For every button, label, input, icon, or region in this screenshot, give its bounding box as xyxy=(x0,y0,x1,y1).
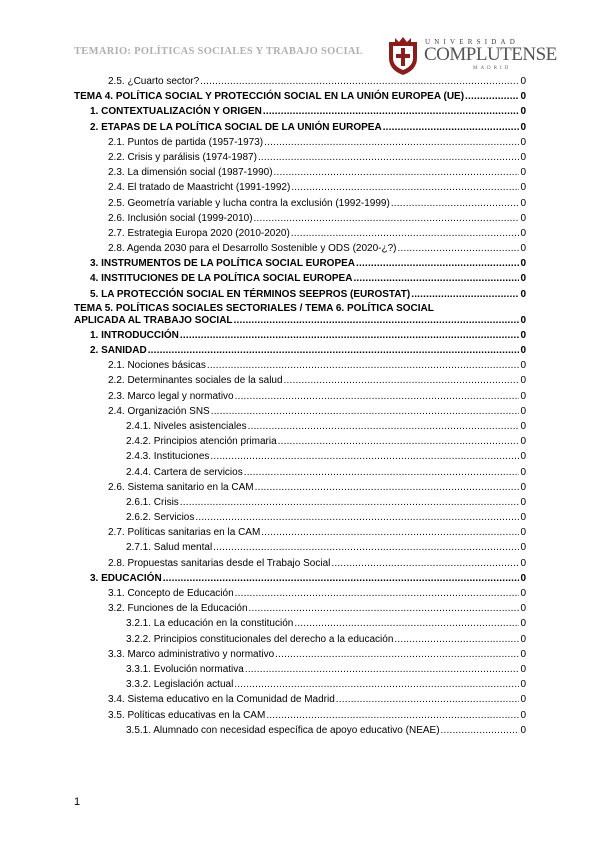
toc-entry-title: 4. INSTITUCIONES DE LA POLÍTICA SOCIAL EUROPEA xyxy=(90,273,353,285)
toc-entry-page: 0 xyxy=(520,709,526,721)
toc-entry[interactable] xyxy=(74,373,526,388)
toc-entry-title: 2.1. Nociones básicas xyxy=(108,360,206,372)
toc-entry-title: 2.3. Marco legal y normativo xyxy=(108,390,234,402)
toc-entry[interactable] xyxy=(74,662,526,677)
toc-entry[interactable] xyxy=(74,692,526,707)
logo-bottom-text: MADRID xyxy=(473,66,512,71)
toc-entry-title: 2. ETAPAS DE LA POLÍTICA SOCIAL DE LA UNIÓN EUROPEA xyxy=(90,121,382,133)
toc-entry[interactable] xyxy=(74,343,526,358)
toc-entry-page: 0 xyxy=(520,603,526,615)
toc-entry-title: 2.8. Propuestas sanitarias desde el Trabajo Social xyxy=(108,557,331,569)
toc-entry-page: 0 xyxy=(520,288,526,300)
toc-entry-page: 0 xyxy=(520,197,526,209)
toc-entry-title: 3.3.2. Legislación actual xyxy=(126,679,234,691)
toc-entry[interactable] xyxy=(74,510,526,525)
toc-entry-page: 0 xyxy=(520,451,526,463)
toc-entry-page: 0 xyxy=(520,618,526,630)
toc-entry[interactable] xyxy=(74,480,526,495)
university-logo xyxy=(385,36,557,76)
toc-entry-title: 2.4. El tratado de Maastricht (1991-1992) xyxy=(108,182,291,194)
toc-entry[interactable] xyxy=(74,616,526,631)
toc-entry-title: 2.6. Sistema sanitario en la CAM xyxy=(108,481,254,493)
toc-entry-title: TEMA 4. POLÍTICA SOCIAL Y PROTECCIÓN SOCIAL EN LA UNIÓN EUROPEA (UE) xyxy=(74,91,465,103)
toc-entry[interactable] xyxy=(74,226,526,241)
toc-entry-title: 1. CONTEXTUALIZACIÓN Y ORIGEN xyxy=(90,106,262,118)
toc-entry-title: 3.2.1. La educación en la constitución xyxy=(126,618,294,630)
toc-entry-title: 2.2. Crisis y parálisis (1974-1987) xyxy=(108,151,257,163)
toc-entry-title: 2.7.1. Salud mental xyxy=(126,542,213,554)
toc-entry-title-line1: TEMA 5. POLÍTICAS SOCIALES SECTORIALES / TEMA 6. POLÍTICA SOCIAL xyxy=(74,302,434,314)
toc-entry-title: 2.4.2. Principios atención primaria xyxy=(126,436,277,448)
toc-entry-title: 2.6.2. Servicios xyxy=(126,512,195,524)
toc-entry[interactable] xyxy=(74,404,526,419)
toc-entry-page: 0 xyxy=(520,91,526,103)
toc-entry-title: 3.1. Concepto de Educación xyxy=(108,588,234,599)
toc-entry-title: 5. LA PROTECCIÓN SOCIAL EN TÉRMINOS SEEPROS (EUROSTAT) xyxy=(90,288,411,300)
toc-entry[interactable] xyxy=(74,165,526,180)
toc-entry-page: 0 xyxy=(520,345,526,356)
toc-entry-page: 0 xyxy=(520,527,526,539)
toc-entry[interactable] xyxy=(74,556,526,571)
toc-entry-page: 0 xyxy=(520,588,526,599)
toc-entry-page: 0 xyxy=(520,106,526,118)
toc-entry[interactable] xyxy=(74,135,526,150)
toc-entry[interactable] xyxy=(74,601,526,616)
toc-entry-page: 0 xyxy=(520,512,526,524)
toc-entry-page: 0 xyxy=(520,390,526,402)
toc-entry[interactable] xyxy=(74,196,526,211)
toc-entry[interactable] xyxy=(74,328,526,343)
toc-entry-title: 3.4. Sistema educativo en la Comunidad de Madrid xyxy=(108,694,335,706)
toc-entry-title: 3. INSTRUMENTOS DE LA POLÍTICA SOCIAL EUROPEA xyxy=(90,258,356,270)
toc-entry-page: 0 xyxy=(520,375,526,387)
toc-entry-page: 0 xyxy=(520,724,526,736)
toc-entry-page: 0 xyxy=(520,258,526,270)
toc-entry-page: 0 xyxy=(520,679,526,691)
toc-entry-page: 0 xyxy=(520,648,526,660)
toc-entry[interactable] xyxy=(74,302,526,328)
toc-entry-page: 0 xyxy=(520,572,526,584)
toc-entry-page: 0 xyxy=(520,481,526,493)
toc-entry[interactable] xyxy=(74,389,526,404)
toc-entry-page: 0 xyxy=(520,542,526,554)
logo-top-text: UNIVERSIDAD xyxy=(425,38,520,46)
toc-entry-page: 0 xyxy=(520,227,526,239)
toc-entry-title: 3.5. Políticas educativas en la CAM xyxy=(108,709,266,721)
toc-entry-title: 2. SANIDAD xyxy=(90,345,147,356)
toc-entry[interactable] xyxy=(74,449,526,464)
toc-entry[interactable] xyxy=(74,104,526,119)
toc-entry[interactable] xyxy=(74,586,526,601)
toc-entry[interactable] xyxy=(74,74,526,89)
toc-entry-title: 2.6. Inclusión social (1999-2010) xyxy=(108,212,253,224)
toc-entry-page: 0 xyxy=(520,167,526,179)
toc-entry-page: 0 xyxy=(520,212,526,224)
toc-entry-page: 0 xyxy=(520,466,526,478)
toc-entry-page: 0 xyxy=(520,315,526,327)
toc-entry[interactable] xyxy=(74,150,526,165)
toc-entry[interactable] xyxy=(74,271,526,286)
toc-entry-page: 0 xyxy=(520,182,526,194)
toc-entry-page: 0 xyxy=(520,151,526,163)
toc-entry-title: 2.5. ¿Cuarto sector? xyxy=(108,76,200,87)
toc-entry-page: 0 xyxy=(520,273,526,285)
toc-entry-page: 0 xyxy=(520,121,526,133)
document-header-title: TEMARIO: POLÍTICAS SOCIALES Y TRABAJO SOCIAL xyxy=(74,46,364,57)
toc-entry[interactable] xyxy=(74,358,526,373)
toc-entry[interactable] xyxy=(74,540,526,555)
logo-main-text: COMPLUTENSE xyxy=(424,44,557,65)
university-crest-icon xyxy=(385,36,421,76)
toc-entry-title: 2.4.3. Instituciones xyxy=(126,451,210,463)
toc-entry[interactable] xyxy=(74,241,526,256)
toc-entry-page: 0 xyxy=(520,329,526,341)
toc-entry-title: 2.4. Organización SNS xyxy=(108,405,210,417)
toc-entry-title: 2.5. Geometría variable y lucha contra la exclusión (1992-1999) xyxy=(108,197,390,209)
toc-entry-title: 3.2. Funciones de la Educación xyxy=(108,603,248,615)
toc-entry[interactable] xyxy=(74,495,526,510)
toc-entry-title: 3.3.1. Evolución normativa xyxy=(126,663,244,675)
toc-entry-title: 3. EDUCACIÓN xyxy=(90,572,162,584)
toc-entry[interactable] xyxy=(74,89,526,104)
toc-entry-page: 0 xyxy=(520,360,526,372)
toc-entry[interactable] xyxy=(74,632,526,647)
toc-entry[interactable] xyxy=(74,647,526,662)
toc-entry[interactable] xyxy=(74,525,526,540)
toc-entry[interactable] xyxy=(74,256,526,271)
toc-entry-title: 2.3. La dimensión social (1987-1990) xyxy=(108,167,273,179)
toc-entry[interactable] xyxy=(74,723,526,738)
toc-entry[interactable] xyxy=(74,120,526,135)
toc-entry[interactable] xyxy=(74,708,526,723)
toc-entry-title: 2.4.4. Cartera de servicios xyxy=(126,466,243,478)
toc-entry-title: 1. INTRODUCCIÓN xyxy=(90,329,179,341)
toc-entry[interactable] xyxy=(74,677,526,692)
toc-entry-title: 2.1. Puntos de partida (1957-1973) xyxy=(108,136,264,148)
toc-entry-page: 0 xyxy=(520,76,526,87)
page-number: 1 xyxy=(74,796,81,808)
toc-entry-page: 0 xyxy=(520,243,526,255)
toc-entry[interactable] xyxy=(74,434,526,449)
toc-entry-title: 3.3. Marco administrativo y normativo xyxy=(108,648,275,660)
toc-entry[interactable] xyxy=(74,419,526,434)
toc-entry-page: 0 xyxy=(520,694,526,706)
toc-entry[interactable] xyxy=(74,571,526,586)
toc-entry-page: 0 xyxy=(520,633,526,645)
toc-entry-page: 0 xyxy=(520,663,526,675)
toc-entry-page: 0 xyxy=(520,136,526,148)
toc-entry-title: 3.5.1. Alumnado con necesidad específica de apoyo educativo (NEAE) xyxy=(126,724,440,736)
toc-entry-title: 2.6.1. Crisis xyxy=(126,496,179,508)
toc-entry-title: 2.8. Agenda 2030 para el Desarrollo Sostenible y ODS (2020-¿?) xyxy=(108,243,397,255)
table-of-contents xyxy=(74,74,526,738)
toc-entry-title: 2.4.1. Niveles asistenciales xyxy=(126,420,247,432)
toc-entry[interactable] xyxy=(74,211,526,226)
toc-entry-title: 2.7. Políticas sanitarias en la CAM xyxy=(108,527,261,539)
toc-entry[interactable] xyxy=(74,180,526,195)
toc-entry-page: 0 xyxy=(520,436,526,448)
toc-entry-title-line2: APLICADA AL TRABAJO SOCIAL xyxy=(74,315,233,327)
toc-entry-page: 0 xyxy=(520,405,526,417)
toc-entry-page: 0 xyxy=(520,420,526,432)
toc-entry-title: 3.2.2. Principios constitucionales del derecho a la educación xyxy=(126,633,394,645)
toc-entry-page: 0 xyxy=(520,557,526,569)
toc-entry-title: 2.7. Estrategia Europa 2020 (2010-2020) xyxy=(108,227,290,239)
toc-entry-page: 0 xyxy=(520,496,526,508)
toc-entry-title: 2.2. Determinantes sociales de la salud xyxy=(108,375,283,387)
toc-entry[interactable] xyxy=(74,287,526,302)
toc-entry[interactable] xyxy=(74,465,526,480)
